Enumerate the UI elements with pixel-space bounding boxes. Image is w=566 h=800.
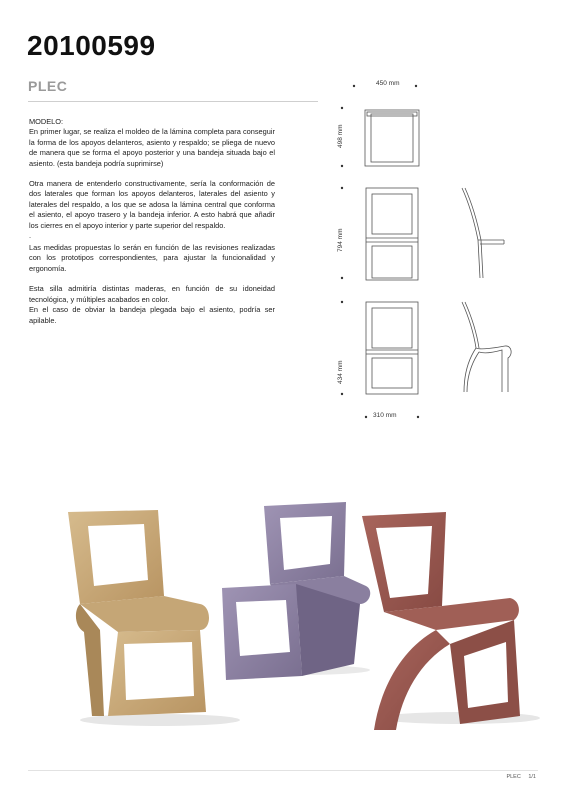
wood-chair-render [68, 510, 209, 716]
paragraph-2: Otra manera de entenderlo constructivamente, sería la conformación de dos laterales que forman los apoyos delanteros, laterales del asiento y laterales del respaldo, a los que se adosa la lámina central que conforma el asiento, el apoyo trasero y la bandeja inferior. A esto habrá que añadir los cierres en el apoyo interior y parte superior del respaldo. [29, 179, 275, 230]
front-view-drawing [366, 188, 418, 280]
red-chair-render [362, 512, 520, 730]
separator-dot: . [29, 231, 32, 241]
technical-drawings [330, 80, 530, 430]
side-view-drawing-1 [462, 188, 504, 278]
paragraph-1: En primer lugar, se realiza el moldeo de la lámina completa para conseguir la forma de los apoyos delanteros, asiento y respaldo; se pliega de nuevo de manera que se forma el apoyo posterior y una bandeja situada bajo el asiento. (esta bandeja podría suprimirse) [29, 127, 275, 168]
dimension-seat-height: 434 mm [337, 360, 344, 384]
page-number: 1/1 [528, 774, 536, 780]
model-label: MODELO: [29, 117, 64, 126]
dimension-width-bottom: 310 mm [373, 412, 397, 419]
top-view-drawing [365, 110, 419, 166]
page-footer [500, 774, 536, 780]
paragraph-5: En el caso de obviar la bandeja plegada bajo el asiento, podría ser apilable. [29, 305, 275, 325]
paragraph-4: Esta silla admitiría distintas maderas, en función de su idoneidad tecnológica, y múltiples acabados en color. [29, 284, 275, 304]
paragraph-3: Las medidas propuestas lo serán en función de las revisiones realizadas con los prototipos correspondientes, para ajustar la funcionalidad y ergonomía. [29, 243, 275, 273]
description-text [29, 117, 275, 336]
dimension-height: 794 mm [337, 228, 344, 252]
back-view-drawing [366, 302, 418, 394]
page-title: 20100599 [27, 30, 156, 61]
dimension-depth: 498 mm [337, 124, 344, 148]
footer-divider [28, 770, 538, 771]
header-divider [28, 101, 318, 102]
purple-chair-render [222, 502, 370, 680]
footer-name: PLEC [506, 774, 521, 780]
side-view-drawing-2 [462, 302, 511, 392]
dimension-width-top: 450 mm [376, 80, 400, 87]
product-name: PLEC [28, 78, 68, 94]
chair-renders [40, 480, 540, 760]
